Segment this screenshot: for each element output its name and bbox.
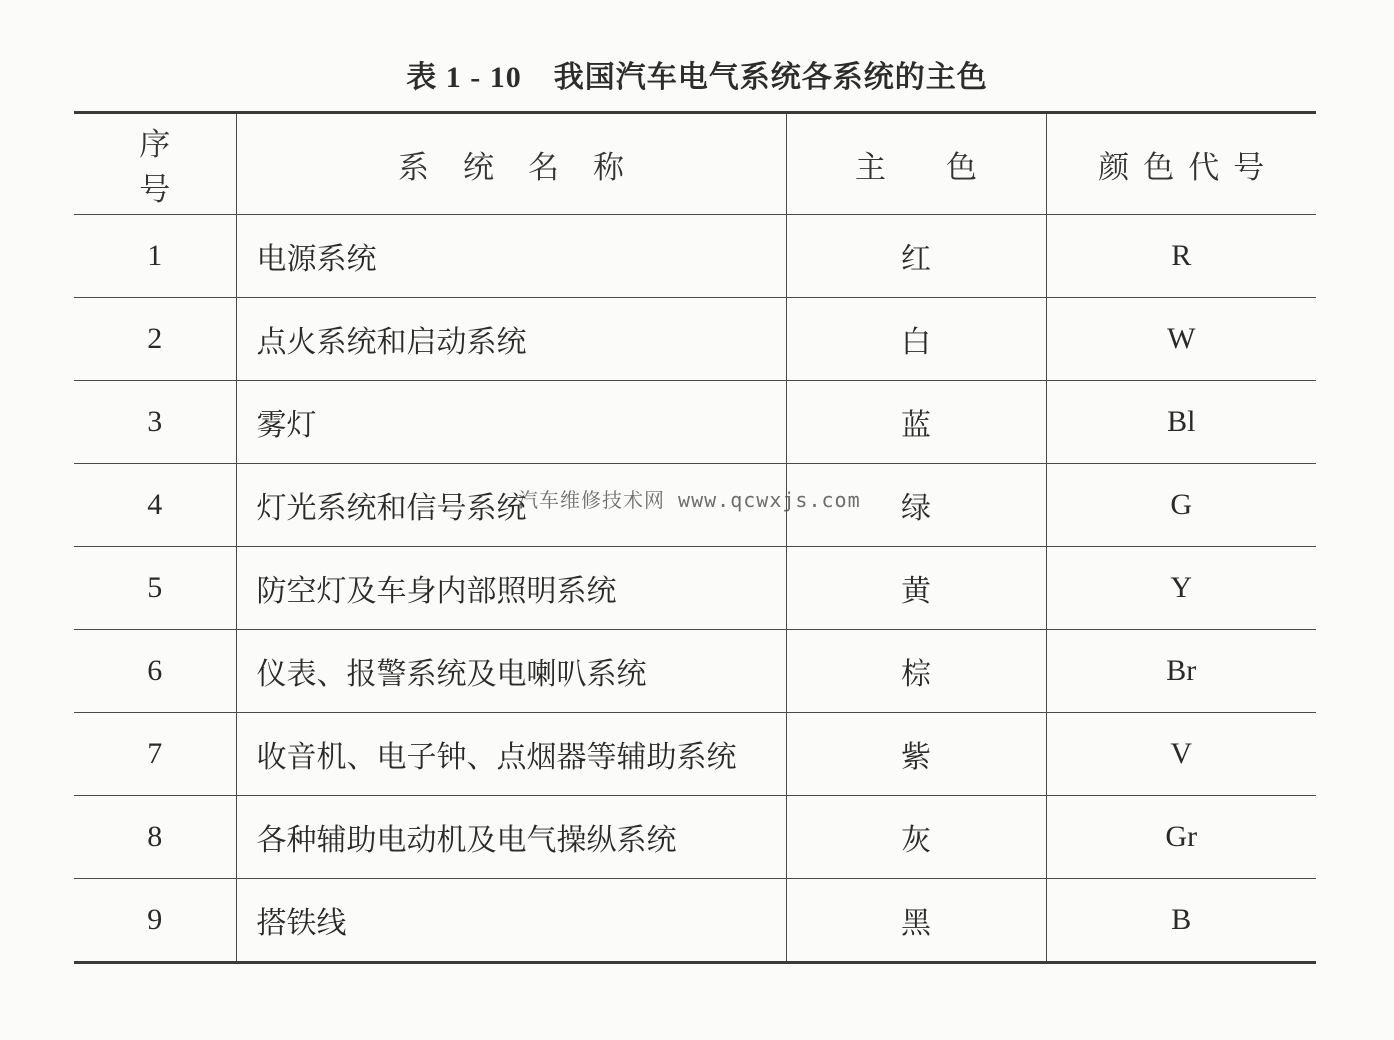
row-main-color: 红: [786, 215, 1046, 298]
header-main-color: 主色: [786, 113, 1046, 215]
row-color-code: Y: [1046, 547, 1316, 630]
row-main-color: 黄: [786, 547, 1046, 630]
header-row: [74, 113, 1316, 215]
table-row: [74, 298, 1316, 381]
row-seq: 1: [74, 215, 236, 298]
row-seq: 6: [74, 630, 236, 713]
row-main-color: 黑: [786, 879, 1046, 963]
row-system-name: 灯光系统和信号系统: [236, 464, 786, 547]
table-row: [74, 879, 1316, 963]
header-seq: 序号: [74, 113, 236, 215]
row-seq: 4: [74, 464, 236, 547]
table-caption: [0, 52, 1394, 96]
row-main-color: 棕: [786, 630, 1046, 713]
table-row: [74, 796, 1316, 879]
row-color-code: W: [1046, 298, 1316, 381]
row-system-name: 电源系统: [236, 215, 786, 298]
row-main-color: 蓝: [786, 381, 1046, 464]
header-color-code: 颜色代号: [1046, 113, 1316, 215]
row-color-code: Br: [1046, 630, 1316, 713]
table-row: [74, 547, 1316, 630]
site-watermark: 汽车维修技术网 www.qcwxjs.com: [518, 488, 861, 512]
table-row: [74, 630, 1316, 713]
row-seq: 8: [74, 796, 236, 879]
row-color-code: V: [1046, 713, 1316, 796]
row-seq: 9: [74, 879, 236, 963]
row-seq: 5: [74, 547, 236, 630]
row-system-name: 搭铁线: [236, 879, 786, 963]
row-main-color: 白: [786, 298, 1046, 381]
row-color-code: G: [1046, 464, 1316, 547]
header-system-name: 系统名称: [236, 113, 786, 215]
row-main-color: 灰: [786, 796, 1046, 879]
row-system-name: 收音机、电子钟、点烟器等辅助系统: [236, 713, 786, 796]
table-row: [74, 713, 1316, 796]
row-color-code: B: [1046, 879, 1316, 963]
row-seq: 2: [74, 298, 236, 381]
row-main-color: 紫: [786, 713, 1046, 796]
row-seq: 7: [74, 713, 236, 796]
table-row: [74, 381, 1316, 464]
table-row: [74, 215, 1316, 298]
table-title: 我国汽车电气系统各系统的主色: [553, 60, 988, 95]
row-main-color: 绿: [786, 464, 1046, 547]
table-number: 表 1 - 10: [406, 61, 522, 94]
row-seq: 3: [74, 381, 236, 464]
row-system-name: 雾灯: [236, 381, 786, 464]
row-system-name: 仪表、报警系统及电喇叭系统: [236, 630, 786, 713]
row-color-code: Gr: [1046, 796, 1316, 879]
row-system-name: 各种辅助电动机及电气操纵系统: [236, 796, 786, 879]
row-color-code: R: [1046, 215, 1316, 298]
row-system-name: 点火系统和启动系统: [236, 298, 786, 381]
system-color-table: [74, 111, 1316, 964]
row-system-name: 防空灯及车身内部照明系统: [236, 547, 786, 630]
row-color-code: Bl: [1046, 381, 1316, 464]
